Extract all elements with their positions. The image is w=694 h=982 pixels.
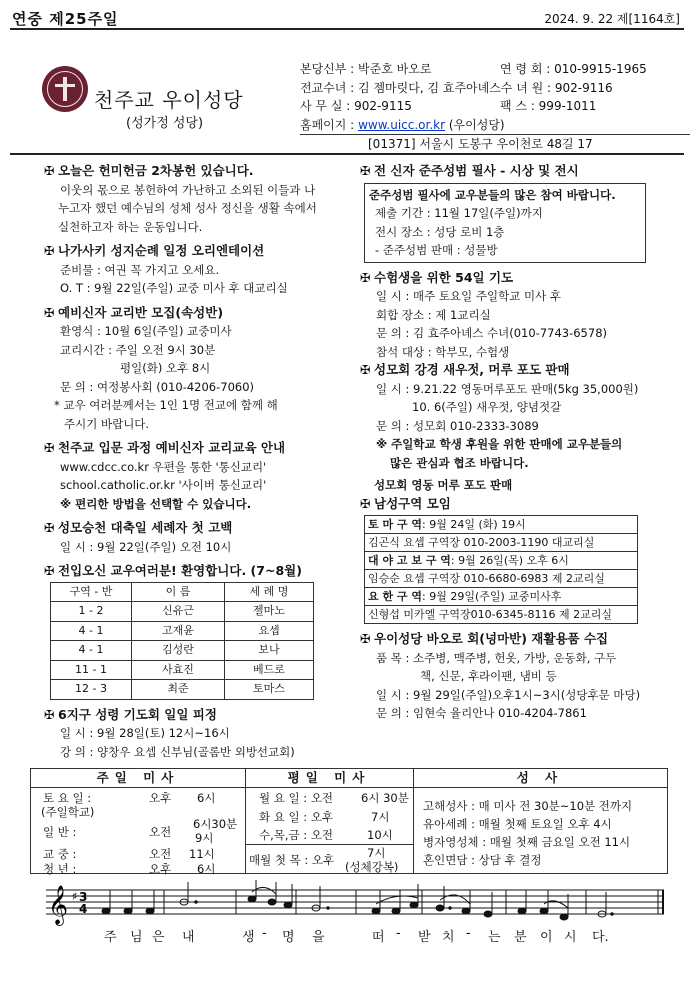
section-catechumen: ✠ 예비신자 교리반 모집(속성반) 환영식 : 10월 6일(주일) 교중미사 교리시간 : 주일 오전 9시 30분 평일(화) 오후 8시 문 의 : 여정봉사회 (010-4206-7060) * 교우 여러분께서는 1인 1명 전교에 함께 해 주시기 바랍니다. — [44, 304, 278, 431]
parish-info: 본당신부 : 박준호 바오로 연 령 회 : 010-9915-1965 전교수녀 : 김 젬마릿다, 김 효주아녜스수 녀 원 : 902-9116 사 무 실 : 902-9115 팩 스 : 999-1011 홈페이지 : www.uicc.or.kr (우이성당) [01371] 서울시 도봉구 우이천로 48길 17 — [300, 60, 690, 154]
season-title: 연중 제25주일 — [12, 10, 119, 28]
hymn-score — [46, 878, 664, 928]
parish-seal-logo — [42, 66, 88, 112]
section-first-confession: ✠ 성모승천 대축일 세례자 첫 고백 일 시 : 9월 22일(주일) 오전 10시 — [44, 520, 233, 554]
table-row: 토 마 구 역: 9월 24일 (화) 19시 — [365, 516, 638, 534]
section-intro-course: ✠ 천주교 입문 과정 예비신자 교리교육 안내 www.cdcc.co.kr 우편을 통한 '통신교리' school.catholic.or.kr '사이버 통신교리' ※ 편리한 방법을 선택할 수 있습니다. — [44, 440, 286, 511]
section-sale: ✠ 성모회 강경 새우젓, 머루 포도 판매 일 시 : 9.21.22 영동머루포도 판매(5kg 35,000원) 10. 6(주일) 새우젓, 양념젓갈 문 의 : 성모회 010-2333-3089 ※ 주일학교 학생 후원을 위한 판매에 교우분들의 많은 관심과 협조 바랍니다. 성모회 영동 머루 포도 판매 — [360, 362, 639, 492]
homepage-link[interactable]: www.uicc.or.kr — [358, 117, 446, 132]
bulletin-header — [10, 6, 684, 30]
svg-text:𝄞: 𝄞 — [48, 885, 69, 925]
table-row: 김곤식 요셉 구역장 010-2003-1190 대교리실 — [365, 534, 638, 552]
parish-name: 천주교 우이성당 — [94, 88, 244, 112]
notice-box: 준주성범 필사에 교우분들의 많은 참여 바랍니다. 제출 기간 : 11월 17일(주일)까지 전시 장소 : 성당 로비 1층 - 준주성범 판매 : 성물방 — [364, 183, 646, 263]
header-divider — [10, 153, 684, 155]
section-pilgrimage: ✠ 나가사키 성지순례 일정 오리엔테이션 준비물 : 여권 꼭 가지고 오세요. O. T : 9월 22일(주일) 교중 미사 후 대교리실 — [44, 243, 288, 295]
music-staff — [46, 878, 664, 926]
svg-text:♯: ♯ — [72, 890, 78, 903]
table-row: 12 - 3 최준 토마스 — [51, 680, 314, 700]
right-column — [360, 162, 680, 723]
newcomers-table: 구역 - 반 이 름 세 례 명 1 - 2 신유근 젤마노 4 - 1 고재윤 요셉 4 - 1 김성란 보나 11 - 1 사효진 베드로 12 - 3 최준 토마스 — [50, 582, 314, 700]
table-row: 대 야 고 보 구 역: 9월 26일(목) 오후 6시 — [365, 552, 638, 570]
section-recycling: ✠ 우이성당 바오로 회(넝마반) 재활용품 수집 품 목 : 소주병, 맥주병, 헌옷, 가방, 운동화, 구두 책, 신문, 후라이팬, 냄비 등 일 시 : 9월 29일(주일)오후1시~3시(성당후문 마당) 문 의 : 임현숙 율리안나 010-4204-7861 — [360, 631, 641, 720]
section-imitation-of-christ: ✠ 전 신자 준주성범 필사 - 시상 및 전시 준주성범 필사에 교우분들의 많은 참여 바랍니다. 제출 기간 : 11월 17일(주일)까지 전시 장소 : 성당 로비 1층 - 준주성범 판매 : 성물방 — [360, 162, 680, 263]
issue-date: 2024. 9. 22 제[1164호] — [544, 12, 680, 26]
table-row: 4 - 1 고재윤 요셉 — [51, 621, 314, 641]
section-mens-district: ✠ 남성구역 모임 토 마 구 역: 9월 24일 (화) 19시 김곤식 요셉 구역장 010-2003-1190 대교리실 대 야 고 보 구 역: 9월 26일(목) 오후 6시 임승순 요셉 구역장 010-6680-6983 제 2교리실 요 한 구 역: 9월 29일(주일) 교중미사후 신형섭 미카엘 구역장010-6345-8116 제 2교리실 — [360, 495, 680, 625]
district-table — [364, 515, 638, 624]
table-row: 요 한 구 역: 9월 29일(주일) 교중미사후 — [365, 588, 638, 606]
table-row: 1 - 2 신유근 젤마노 — [51, 602, 314, 622]
table-row: 임승순 요셉 구역장 010-6680-6983 제 2교리실 — [365, 570, 638, 588]
address: [01371] 서울시 도봉구 우이천로 48길 17 — [368, 137, 593, 151]
table-row: 11 - 1 사효진 베드로 — [51, 660, 314, 680]
section-retreat: ✠ 6지구 성령 기도회 일일 피정 일 시 : 9월 28일(토) 12시~16시 강 의 : 양창우 요셉 신부님(골롬반 외방선교회) — [44, 706, 295, 759]
section-welcome: ✠ 전입오신 교우여러분! 환영합니다. (7~8월) 구역 - 반 이 름 세 례 명 1 - 2 신유근 젤마노 4 - 1 고재윤 요셉 4 - 1 김성란 보나 11 - 1 사효진 베드로 12 - 3 최준 토마스 — [44, 562, 344, 700]
table-row: 신형섭 미카엘 구역장010-6345-8116 제 2교리실 — [365, 606, 638, 624]
section-offering: ✠ 오늘은 헌미헌금 2차봉헌 있습니다. 이웃의 몫으로 봉헌하여 가난하고 소외된 이들과 나 누고자 했던 예수님의 성체 성사 정신을 생활 속에서 실천하고자 하는 운동입니다. — [44, 163, 317, 234]
left-column — [44, 162, 344, 761]
parish-subtitle: (성가정 성당) — [126, 116, 204, 131]
mass-schedule: 주일 미사 평일 미사 성 사 토 요 일 : 오후 6시 (주일학교) 일 반 : 오전 6시30분 9시 교 중 : 오전 11시 청 년 : 오후 6시 월 요 일 : 오전 6시 30분 화 요 일 : 오후 7시 수,목,금 : 오전 10시 매월 첫 목 : 오후 7시 (성체강복) 고해성사 : 매 미사 전 30분~10분 전까지 유아세례 : 매월 첫째 토요일 오후 4시 병자영성체 : 매월 첫째 금요일 오전 11시 혼인면담 : 상담 후 결정 — [30, 768, 668, 874]
table-row: 4 - 1 김성란 보나 — [51, 641, 314, 661]
section-exam-prayer: ✠ 수험생을 위한 54일 기도 일 시 : 매주 토요일 주일학교 미사 후 회합 장소 : 제 1교리실 문 의 : 김 효주아녜스 수녀(010-7743-6578) 참석 대상 : 학부모, 수험생 — [360, 269, 607, 359]
svg-text:4: 4 — [79, 902, 88, 916]
svg-text:3: 3 — [79, 890, 88, 904]
